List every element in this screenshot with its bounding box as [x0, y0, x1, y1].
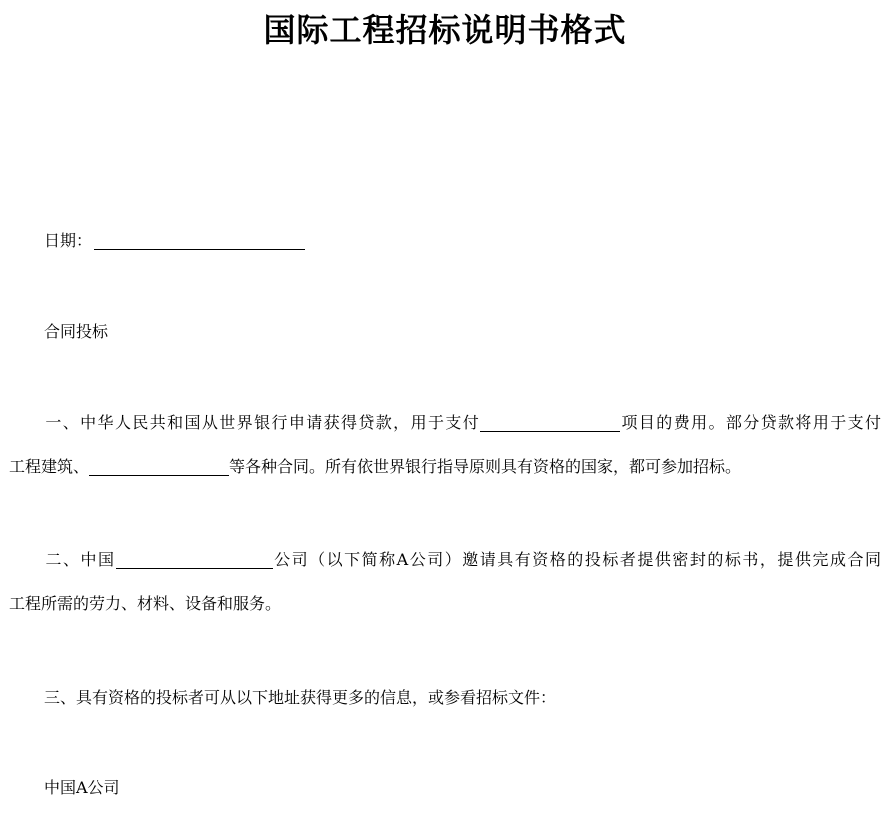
paragraph-two-text-b: 公司（以下简称A公司）邀请具有资格的投标者提供密封的标书，提供完成合同: [272, 550, 881, 569]
paragraph-one-text-d: 等各种合同。所有依世界银行指导原则具有资格的国家，都可参加招标。: [229, 457, 742, 476]
paragraph-one-line-2: [9, 445, 881, 489]
paragraph-three: [9, 676, 881, 720]
paragraph-one-text-b: 项目的费用。部分贷款将用于支付: [620, 413, 881, 432]
paragraph-two: [9, 538, 881, 626]
section-heading: 合同投标: [44, 322, 109, 341]
paragraph-one-text-c: 工程建筑、: [9, 457, 90, 476]
paragraph-two-line-1: [9, 538, 881, 582]
date-line: [9, 219, 881, 263]
section-heading-line: [9, 310, 881, 354]
paragraph-one: [9, 401, 881, 489]
paragraph-two-line-2: 工程所需的劳力、材料、设备和服务。: [9, 594, 282, 613]
date-blank[interactable]: [94, 233, 305, 250]
works-blank[interactable]: [89, 459, 229, 476]
company-name-blank[interactable]: [116, 552, 273, 569]
date-label: 日期：: [44, 231, 93, 250]
paragraph-three-text: 三、具有资格的投标者可从以下地址获得更多的信息，或参看招标文件：: [44, 688, 557, 707]
document-title: 国际工程招标说明书格式: [263, 11, 627, 49]
company-line: [9, 766, 881, 810]
paragraph-one-line-1: [9, 401, 881, 445]
paragraph-one-text-a: 一、中华人民共和国从世界银行申请获得贷款，用于支付: [44, 413, 481, 432]
paragraph-two-text-a: 二、中国: [44, 550, 116, 569]
company-name: 中国A公司: [44, 778, 120, 797]
project-name-blank[interactable]: [480, 415, 620, 432]
